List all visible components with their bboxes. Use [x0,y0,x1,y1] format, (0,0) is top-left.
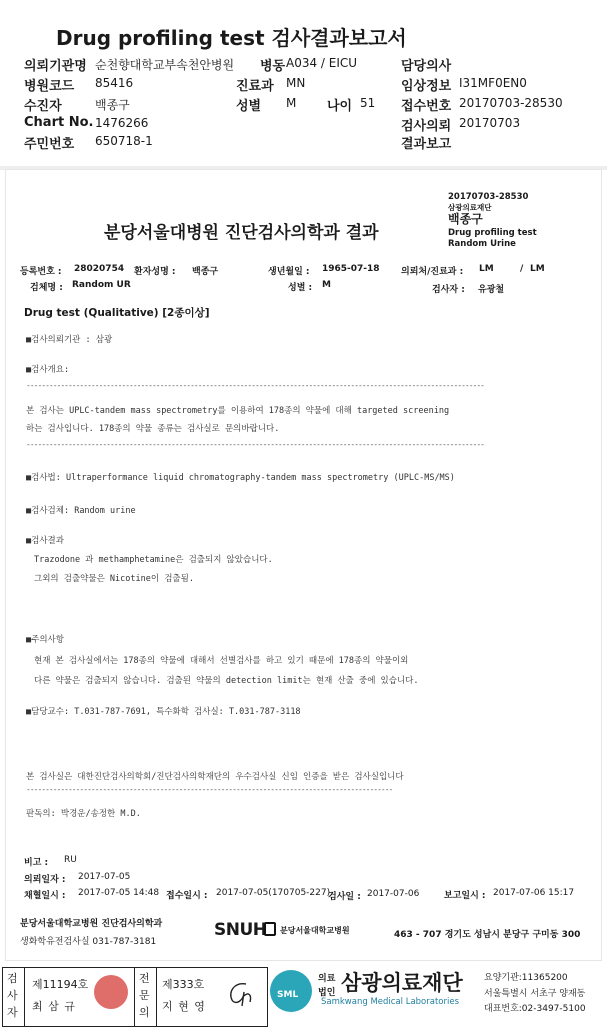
stamp-name: 백종구 [448,212,483,226]
method-line: ■검사법: Ultraperformance liquid chromatography-tandem mass spectrometry (UPLC-MS/MS) [26,473,455,483]
sex-value: M [286,96,297,110]
resident-no-value: 650718-1 [95,134,153,148]
notice-heading: ■주의사항 [26,635,64,645]
age-label: 나이 [327,99,353,114]
divider [156,967,157,1027]
receipt-time-label: 접수일시 : [166,891,208,901]
tester-license-no: 제11194호 [32,978,89,991]
signature-strip [0,964,607,1031]
receipt-no-value: 20170703-28530 [459,96,563,110]
notice-text1: 현재 본 검사실에서는 178종의 약물에 대해서 선별검사를 하고 있기 때문에 178종의 약물이외 [34,656,409,666]
dashed-divider: ------------------------------------------------------------------------------------------------ [26,785,393,794]
report-time-label: 보고일시 : [444,891,486,901]
referral-dept-value2: LM [530,264,545,274]
note-value: RU [64,855,77,865]
org-english-name: Samkwang Medical Laboratories [321,997,460,1007]
tester-value: 유광철 [478,285,505,295]
test-date-value: 2017-07-06 [367,889,420,899]
org-contact-1: 요양기관:11365200 [484,973,568,983]
overview-text1: 본 검사는 UPLC-tandem mass spectrometry를 이용하여 178종의 약물에 대해 targeted screening [26,406,450,416]
specimen-line: ■검사검체: Random urine [26,506,136,516]
certification-line: 본 검사실은 대한진단검사의학회/진단검사의학재단의 우수검사실 신임 인증을 받은 검사실입니다 [26,772,404,782]
ward-label: 병동 [260,59,286,74]
overview-heading: ■검사개요: [26,365,70,375]
divider [24,967,25,1027]
org-contact-3: 대표번호:02-3497-5100 [484,1004,586,1014]
request-value: 20170703 [459,116,521,130]
tester-box-label: 검사자 [7,972,18,1019]
stamp-org: 삼광의료재단 [448,203,492,212]
hospital-code-label: 병원코드 [24,79,75,94]
signature-icon [224,978,258,1010]
footer-dept: 분당서울대학교병원 진단검사의학과 [20,919,163,929]
footer-phone: 생화학유전검사실 031-787-3181 [20,937,157,947]
org-prefix-1: 의료 [318,974,336,984]
snuh-logo: SNUH [214,920,267,940]
doctor-label: 담당의사 [401,59,452,74]
footer-address: 463 - 707 경기도 성남시 분당구 구미동 300 [394,930,581,940]
hospital-report-title: 분당서울대병원 진단검사의학과 결과 [104,223,379,243]
seal-stamp-icon [94,975,128,1009]
org-prefix-2: 법인 [318,988,336,998]
result-text1: Trazodone 과 methamphetamine은 검출되지 않았습니다. [34,555,273,565]
section-title: Drug test (Qualitative) [2종이상] [24,307,210,319]
patient-name-label: 환자성명 : [134,267,176,277]
dept-value: MN [286,76,306,90]
stamp-test: Drug profiling test [448,228,537,238]
chart-no-label: Chart No. [24,115,94,130]
report-title: Drug profiling test 검사결과보고서 [56,26,407,50]
reg-value: 28020754 [74,264,125,274]
reader-line: 판독의: 박경운/송정한 M.D. [26,809,141,819]
chart-no-value: 1476266 [95,116,149,130]
request-date-value: 2017-07-05 [78,872,131,882]
reg-label: 등록번호 : [20,267,62,277]
org-label: 의뢰기관명 [24,59,87,74]
receipt-no-label: 접수번호 [401,99,452,114]
result-report-label: 결과보고 [401,137,452,152]
sml-logo-text: SML [277,990,299,1000]
report-sex-value: M [322,280,331,290]
sex-label: 성별 [236,99,262,114]
specimen-value: Random UR [72,280,131,290]
patient-value: 백종구 [95,98,130,112]
specimen-label: 검체명 : [30,283,63,293]
patient-label: 수진자 [24,99,62,114]
clinical-info-label: 임상정보 [401,79,452,94]
referral-dept-sep: / [520,264,524,274]
patient-name-value: 백종구 [192,267,219,277]
birth-value: 1965-07-18 [322,264,380,274]
dept-label: 진료과 [236,79,274,94]
tester-name: 최 삼 규 [32,1000,76,1013]
divider [134,967,135,1027]
note-label: 비고 : [24,858,49,868]
resident-no-label: 주민번호 [24,137,75,152]
specialist-name: 지 현 영 [162,1000,206,1013]
contact-line: ■담당교수: T.031-787-7691, 특수화학 검사실: T.031-787-3118 [26,707,301,717]
notice-text2: 다른 약물은 검출되지 않습니다. 검출된 약물의 detection limit는 현재 산출 중에 있습니다. [34,676,419,686]
report-time-value: 2017-07-06 15:17 [493,888,575,898]
agency-line: ■검사의뢰기관 : 삼광 [26,335,113,345]
age-value: 51 [360,96,376,110]
hospital-report [6,170,601,960]
overview-text2: 하는 검사입니다. 178종의 약물 종류는 검사실로 문의바랍니다. [26,424,280,434]
dashed-divider: ------------------------------------------------------------------------------------------------------------------------ [26,381,484,390]
request-date-label: 의뢰일자 : [24,875,66,885]
stamp-specimen: Random Urine [448,239,516,249]
dashed-divider: ------------------------------------------------------------------------------------------------------------------------ [26,440,484,449]
snuh-hospital-name: 분당서울대학교병원 [280,926,350,935]
report-sex-label: 성별 : [288,283,313,293]
receipt-time-value: 2017-07-05(170705-227) [216,888,331,898]
tester-label: 검사자 : [432,285,465,295]
org-value: 순천향대학교부속천안병원 [95,58,235,72]
snuh-emblem-icon [264,922,276,936]
test-date-label: 검사일 : [328,892,361,902]
result-text2: 그외의 검출약물은 Nicotine이 검출됨. [34,574,194,584]
request-label: 검사의뢰 [401,119,452,134]
ward-value: A034 / EICU [286,56,358,70]
birth-label: 생년월일 : [268,267,310,277]
specialist-box-label: 전문의 [139,972,150,1019]
referral-dept-label: 의뢰처/진료과 : [401,267,464,277]
clinical-info-value: I31MF0EN0 [459,76,527,90]
org-name: 삼광의료재단 [341,971,463,995]
org-contact-2: 서울특별시 서초구 양재동 [484,989,586,999]
hospital-code-value: 85416 [95,76,134,90]
result-heading: ■검사결과 [26,536,64,546]
specialist-license-no: 제333호 [162,978,205,991]
stamp-number: 20170703-28530 [448,192,529,202]
sampling-label: 채혈일시 : [24,891,66,901]
sampling-value: 2017-07-05 14:48 [78,888,160,898]
referral-dept-value1: LM [479,264,494,274]
